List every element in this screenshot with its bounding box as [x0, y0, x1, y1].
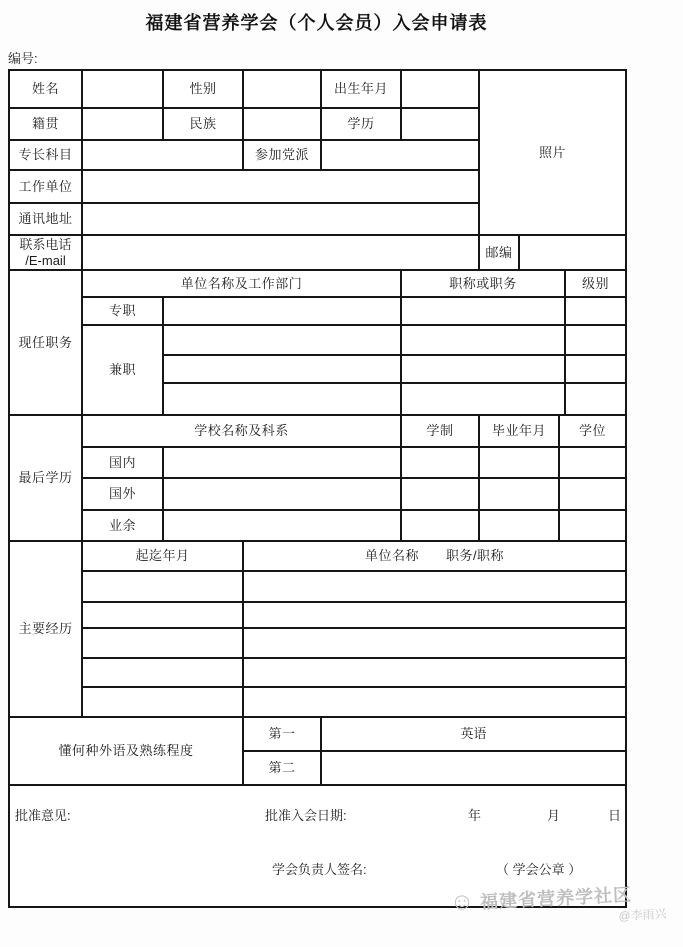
phone-email-label — [9, 235, 82, 270]
address-field — [82, 203, 479, 235]
abroad-school-field — [163, 478, 401, 510]
watermark-handle: @李雨兴 — [618, 906, 667, 924]
serial-number-label: 编号: — [8, 51, 38, 66]
full-time-title-field — [401, 297, 565, 325]
address-label: 通讯地址 — [9, 203, 82, 235]
part-time-unit-field-1 — [163, 325, 401, 355]
full-time-level-field — [565, 297, 626, 325]
section-current-position-label: 现任职务 — [9, 270, 82, 415]
experience-unit-header: 单位名称 职务/职称 — [243, 541, 626, 571]
sparetime-length-field — [401, 510, 479, 541]
unit-dept-header: 单位名称及工作部门 — [82, 270, 401, 297]
experience-date-field-1 — [82, 571, 243, 602]
work-unit-field — [82, 170, 479, 203]
gender-label: 性别 — [163, 70, 243, 108]
specialty-field — [82, 140, 243, 170]
abroad-grad-field — [479, 478, 559, 510]
school-dept-header: 学校名称及科系 — [82, 415, 401, 447]
schooling-length-header: 学制 — [401, 415, 479, 447]
second-language-label: 第二 — [243, 751, 321, 785]
section-language-label: 懂何种外语及熟练程度 — [9, 717, 243, 785]
smiley-chat-icon: ☺ — [448, 887, 475, 917]
part-time-unit-field-3 — [163, 383, 401, 415]
abroad-degree-field — [559, 478, 626, 510]
second-language-field — [321, 751, 626, 785]
section-experience-label: 主要经历 — [9, 541, 82, 717]
experience-unit-field-2 — [243, 602, 626, 628]
abroad-label: 国外 — [82, 478, 163, 510]
specialty-label: 专长科目 — [9, 140, 82, 170]
full-time-label: 专职 — [82, 297, 163, 325]
graduation-date-header: 毕业年月 — [479, 415, 559, 447]
phone-email-field — [82, 235, 479, 270]
domestic-length-field — [401, 447, 479, 478]
education-label: 学历 — [321, 108, 401, 140]
sparetime-label: 业余 — [82, 510, 163, 541]
gender-field — [243, 70, 321, 108]
seal-label: （ 学会公章 ） — [496, 862, 582, 877]
work-unit-label: 工作单位 — [9, 170, 82, 203]
experience-date-field-4 — [82, 658, 243, 687]
experience-date-field-3 — [82, 628, 243, 658]
degree-header: 学位 — [559, 415, 626, 447]
first-language-field: 英语 — [321, 717, 626, 751]
watermark-text: 福建省营养学社区 — [479, 884, 633, 913]
approval-opinion-label: 批准意见: — [15, 808, 71, 823]
native-place-field — [82, 108, 163, 140]
full-time-unit-field — [163, 297, 401, 325]
name-label: 姓名 — [9, 70, 82, 108]
title-or-position-header: 职称或职务 — [401, 270, 565, 297]
signature-label: 学会负责人签名: — [272, 862, 367, 877]
ethnicity-label: 民族 — [163, 108, 243, 140]
part-time-unit-field-2 — [163, 355, 401, 383]
part-time-level-field-3 — [565, 383, 626, 415]
experience-unit-field-1 — [243, 571, 626, 602]
part-time-label: 兼职 — [82, 325, 163, 415]
abroad-length-field — [401, 478, 479, 510]
education-field — [401, 108, 479, 140]
part-time-level-field-1 — [565, 325, 626, 355]
phone-label-line2: /E-mail — [25, 252, 66, 268]
part-time-title-field-2 — [401, 355, 565, 383]
sparetime-school-field — [163, 510, 401, 541]
phone-label-line1: 联系电话 — [19, 236, 72, 252]
part-time-level-field-2 — [565, 355, 626, 383]
domestic-degree-field — [559, 447, 626, 478]
month-label: 月 — [547, 808, 561, 823]
birth-date-field — [401, 70, 479, 108]
photo-cell: 照片 — [479, 70, 626, 235]
level-header: 级别 — [565, 270, 626, 297]
part-time-title-field-1 — [401, 325, 565, 355]
experience-unit-field-5 — [243, 687, 626, 717]
sparetime-grad-field — [479, 510, 559, 541]
experience-date-field-2 — [82, 602, 243, 628]
application-form-table — [8, 69, 627, 908]
experience-date-header: 起迄年月 — [82, 541, 243, 571]
experience-unit-field-4 — [243, 658, 626, 687]
section-final-education-label: 最后学历 — [9, 415, 82, 541]
year-label: 年 — [468, 808, 482, 823]
native-place-label: 籍贯 — [9, 108, 82, 140]
experience-unit-field-3 — [243, 628, 626, 658]
first-language-label: 第一 — [243, 717, 321, 751]
birth-date-label: 出生年月 — [321, 70, 401, 108]
party-field — [321, 140, 479, 170]
name-field — [82, 70, 163, 108]
day-label: 日 — [608, 808, 622, 823]
sparetime-degree-field — [559, 510, 626, 541]
domestic-grad-field — [479, 447, 559, 478]
domestic-label: 国内 — [82, 447, 163, 478]
part-time-title-field-3 — [401, 383, 565, 415]
experience-date-field-5 — [82, 687, 243, 717]
postcode-field — [519, 235, 626, 270]
ethnicity-field — [243, 108, 321, 140]
approval-date-label: 批准入会日期: — [265, 808, 347, 823]
party-label: 参加党派 — [243, 140, 321, 170]
domestic-school-field — [163, 447, 401, 478]
postcode-label: 邮编 — [479, 235, 519, 270]
page-title: 福建省营养学会（个人会员）入会申请表 — [145, 13, 488, 33]
